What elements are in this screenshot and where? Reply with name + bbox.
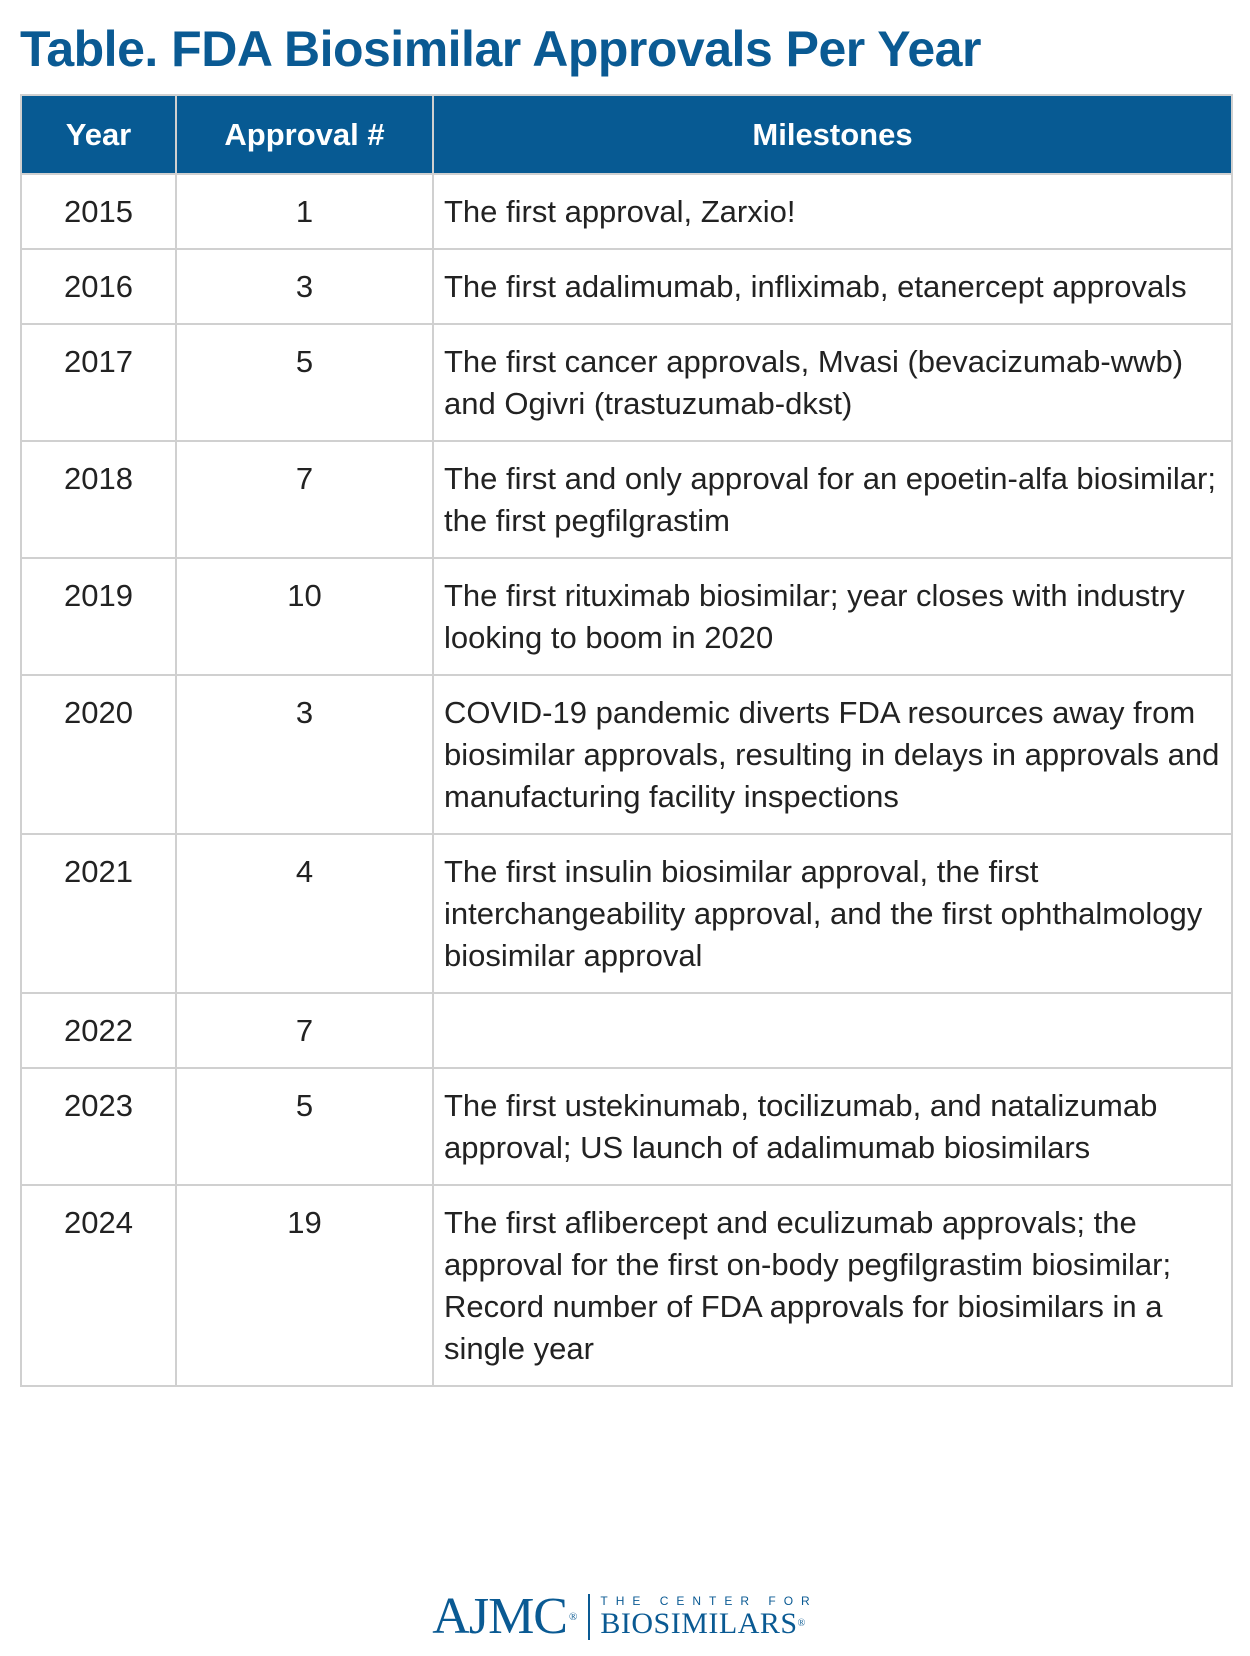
approval-count-cell: 19 <box>176 1185 433 1386</box>
table-row <box>21 1185 1232 1386</box>
table-row <box>21 993 1232 1068</box>
tagline-bottom <box>600 1608 817 1640</box>
table-row <box>21 834 1232 993</box>
year-cell: 2023 <box>21 1068 176 1185</box>
milestone-cell: The first and only approval for an epoetin-alfa biosimilar; the first pegfilgrastim <box>433 441 1232 558</box>
table-row <box>21 324 1232 441</box>
logo-divider <box>588 1594 590 1640</box>
approval-count-cell: 4 <box>176 834 433 993</box>
ajmc-wordmark: AJMC <box>432 1588 567 1645</box>
tagline-top: THE CENTER FOR <box>600 1594 818 1608</box>
header-row <box>21 95 1232 174</box>
approval-count-cell: 3 <box>176 675 433 834</box>
header-milestones: Milestones <box>433 95 1232 174</box>
year-cell: 2019 <box>21 558 176 675</box>
year-cell: 2015 <box>21 174 176 249</box>
approval-count-cell: 5 <box>176 324 433 441</box>
tagline-bottom-text: BIOSIMILARS <box>600 1607 798 1640</box>
tagline-registered-mark: ® <box>797 1618 806 1629</box>
approvals-table <box>20 94 1233 1387</box>
brand-logo <box>0 1585 1250 1649</box>
table-row <box>21 441 1232 558</box>
table-row <box>21 675 1232 834</box>
milestone-cell: The first adalimumab, infliximab, etanercept approvals <box>433 249 1232 324</box>
year-cell: 2020 <box>21 675 176 834</box>
milestone-cell: The first aflibercept and eculizumab approvals; the approval for the first on-body pegfilgrastim biosimilar; Record number of FDA approvals for biosimilars in a single year <box>433 1185 1232 1386</box>
center-for-biosimilars-logo <box>600 1594 817 1640</box>
year-cell: 2018 <box>21 441 176 558</box>
table-row <box>21 1068 1232 1185</box>
milestone-cell: COVID-19 pandemic diverts FDA resources away from biosimilar approvals, resulting in delays in approvals and manufacturing facility inspections <box>433 675 1232 834</box>
table-row <box>21 249 1232 324</box>
year-cell: 2016 <box>21 249 176 324</box>
approval-count-cell: 1 <box>176 174 433 249</box>
approval-count-cell: 3 <box>176 249 433 324</box>
milestone-cell <box>433 993 1232 1068</box>
table-row <box>21 174 1232 249</box>
milestone-cell: The first rituximab biosimilar; year closes with industry looking to boom in 2020 <box>433 558 1232 675</box>
header-approvals: Approval # <box>176 95 433 174</box>
table-row <box>21 558 1232 675</box>
milestone-cell: The first ustekinumab, tocilizumab, and natalizumab approval; US launch of adalimumab biosimilars <box>433 1068 1232 1185</box>
ajmc-logo <box>432 1587 576 1647</box>
table-title: Table. FDA Biosimilar Approvals Per Year <box>20 21 981 77</box>
year-cell: 2024 <box>21 1185 176 1386</box>
milestone-cell: The first insulin biosimilar approval, the first interchangeability approval, and the first ophthalmology biosimilar approval <box>433 834 1232 993</box>
approval-count-cell: 7 <box>176 441 433 558</box>
milestone-cell: The first approval, Zarxio! <box>433 174 1232 249</box>
approval-count-cell: 7 <box>176 993 433 1068</box>
registered-mark: ® <box>569 1611 577 1623</box>
milestone-cell: The first cancer approvals, Mvasi (bevacizumab-wwb) and Ogivri (trastuzumab-dkst) <box>433 324 1232 441</box>
header-year: Year <box>21 95 176 174</box>
year-cell: 2022 <box>21 993 176 1068</box>
year-cell: 2017 <box>21 324 176 441</box>
approval-count-cell: 5 <box>176 1068 433 1185</box>
approval-count-cell: 10 <box>176 558 433 675</box>
year-cell: 2021 <box>21 834 176 993</box>
